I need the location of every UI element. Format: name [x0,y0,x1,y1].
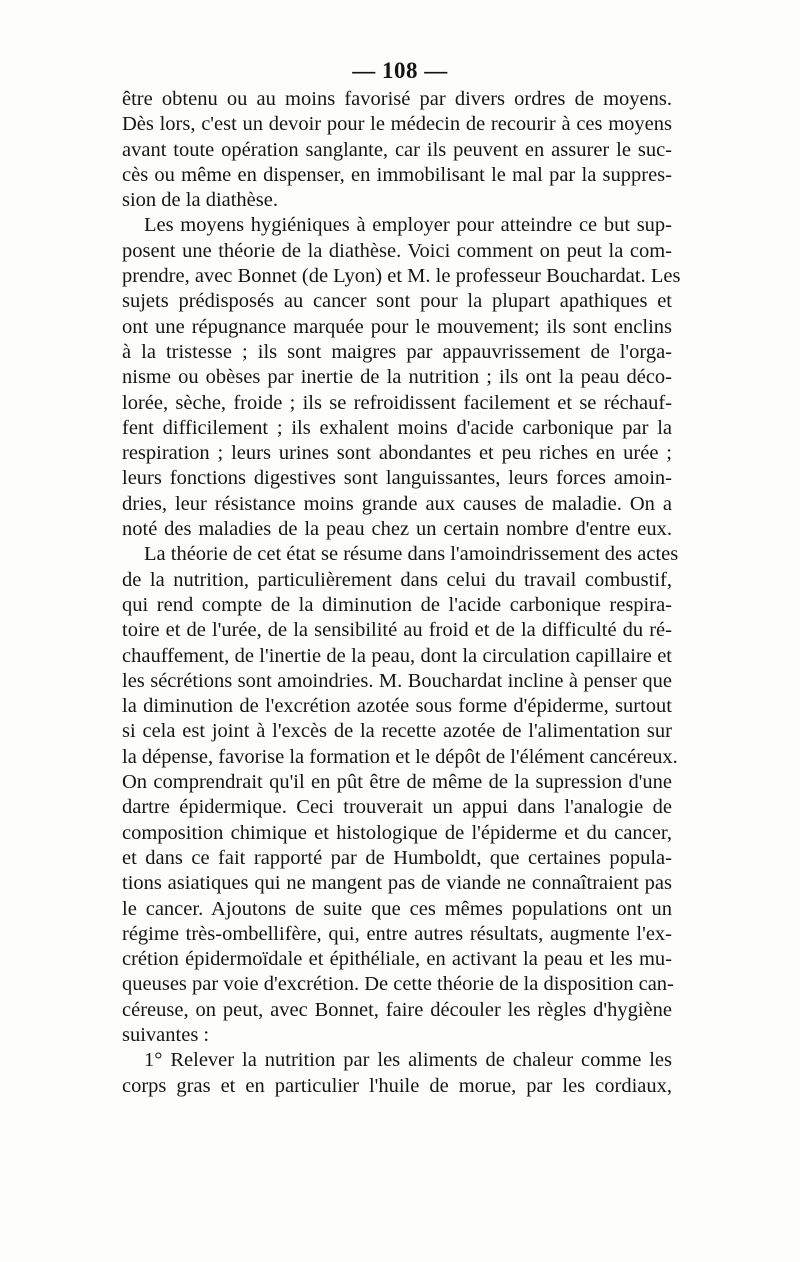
text-line: 1° Relever la nutrition par les aliments de chaleur comme les [144,1049,672,1072]
text-line: qui rend compte de la diminution de l'acide carbonique respira- [122,593,672,616]
text-line: respiration ; leurs urines sont abondantes et peu riches en urée ; [122,442,672,465]
text-line: tions asiatiques qui ne mangent pas de viande ne connaîtraient pas [122,872,672,895]
text-line: nisme ou obèses par inertie de la nutrition ; ils ont la peau déco- [122,366,672,389]
text-line: Dès lors, c'est un devoir pour le médecin de recourir à ces moyens [122,113,672,136]
text-line: régime très-ombellifère, qui, entre autres résultats, augmente l'ex- [122,922,672,945]
text-line: corps gras et en particulier l'huile de morue, par les cordiaux, [122,1074,672,1097]
body-text [122,87,681,1099]
text-line: avant toute opération sanglante, car ils peuvent en assurer le suc- [122,138,672,161]
text-line: la diminution de l'excrétion azotée sous forme d'épiderme, surtout [122,695,672,718]
paragraph-3 [122,542,679,1048]
text-line: lorée, sèche, froide ; ils se refroidissent facilement et se réchauf- [122,391,672,414]
text-line: On comprendrait qu'il en pût être de même de la supression d'une [122,771,672,794]
text-line: et dans ce fait rapporté par de Humboldt, que certaines popula- [122,846,672,869]
paragraph-2 [122,213,681,542]
text-line: fent difficilement ; ils exhalent moins d'acide carbonique par la [122,416,672,439]
text-line: sion de la diathèse. [122,189,278,212]
text-line: la dépense, favorise la formation et le dépôt de l'élément cancéreux. [122,745,678,768]
text-line: crétion épidermoïdale et épithéliale, en activant la peau et les mu- [122,948,672,971]
text-line: suivantes : [122,1023,210,1046]
text-line: cès ou même en dispenser, en immobilisant le mal par la suppres- [122,163,672,186]
text-line: La théorie de cet état se résume dans l'amoindrissement des actes [144,543,679,566]
text-line: céreuse, on peut, avec Bonnet, faire découler les règles d'hygiène [122,998,672,1021]
text-line: Les moyens hygiéniques à employer pour atteindre ce but sup- [144,214,672,237]
text-line: ont une répugnance marquée pour le mouvement; ils sont enclins [122,315,672,338]
text-line: leurs fonctions digestives sont languissantes, leurs forces amoin- [122,467,672,490]
text-line: chauffement, de l'inertie de la peau, dont la circulation capillaire et [122,644,672,667]
text-line: le cancer. Ajoutons de suite que ces mêmes populations ont un [122,897,672,920]
text-line: queuses par voie d'excrétion. De cette théorie de la disposition can- [122,973,674,996]
paragraph-4 [122,1048,672,1099]
text-line: dartre épidermique. Ceci trouverait un appui dans l'analogie de [122,796,672,819]
text-line: de la nutrition, particulièrement dans celui du travail combustif, [122,568,672,591]
text-line: prendre, avec Bonnet (de Lyon) et M. le professeur Bouchardat. Les [122,265,681,288]
paragraph-1 [122,87,672,213]
text-line: les sécrétions sont amoindries. M. Bouchardat incline à penser que [122,669,672,692]
text-line: composition chimique et histologique de l'épiderme et du cancer, [122,821,672,844]
text-line: si cela est joint à l'excès de la recette azotée de l'alimentation sur [122,720,672,743]
text-line: toire et de l'urée, de la sensibilité au froid et de la difficulté du ré- [122,619,672,642]
text-line: être obtenu ou au moins favorisé par divers ordres de moyens. [122,88,672,110]
text-line: noté des maladies de la peau chez un certain nombre d'entre eux. [122,518,672,541]
text-line: sujets prédisposés au cancer sont pour la plupart apathiques et [122,290,672,313]
text-line: à la tristesse ; ils sont maigres par appauvrissement de l'orga- [122,340,672,363]
text-line: posent une théorie de la diathèse. Voici comment on peut la com- [122,239,672,262]
page-number: — 108 — [352,58,448,83]
text-line: dries, leur résistance moins grande aux causes de maladie. On a [122,492,672,515]
